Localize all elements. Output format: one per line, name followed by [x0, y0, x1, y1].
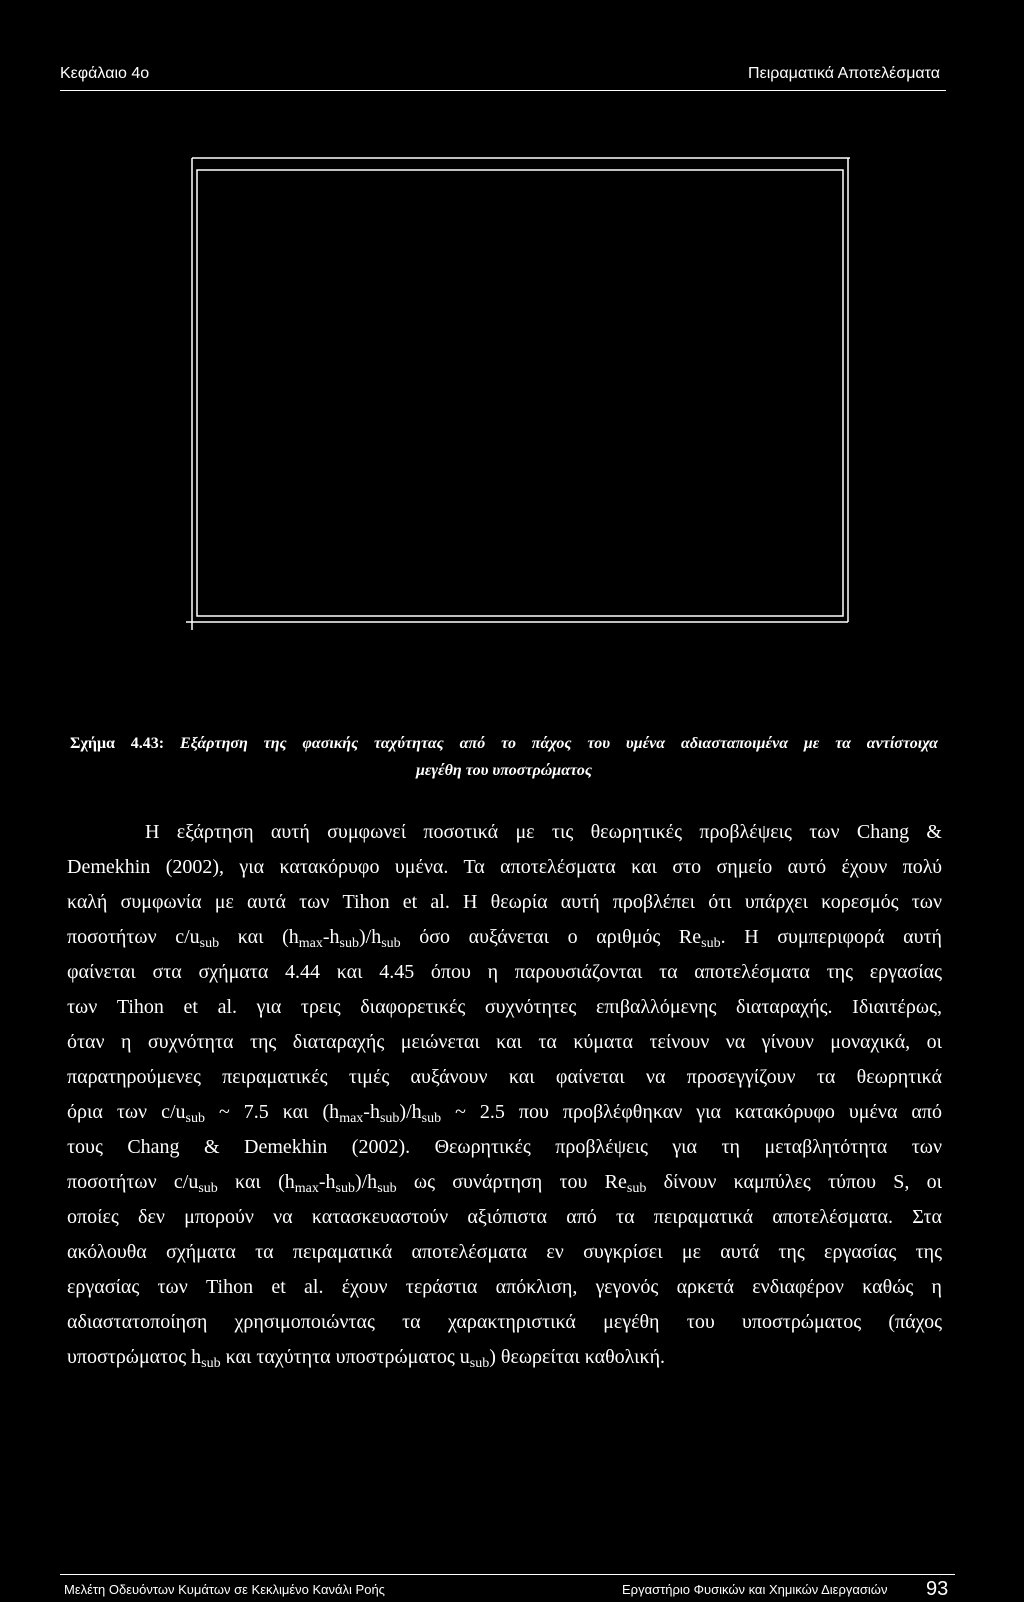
text-run: καλή συμφωνία με αυτά των Tihon et al. Η θεωρία αυτή προβλέπει ότι υπάρχει κορεσμός των [67, 891, 942, 913]
text-run: υποστρώματος h [67, 1346, 202, 1368]
body-text-line [67, 1130, 942, 1165]
frame-inner-box [197, 170, 843, 616]
text-run: όσο αυξάνεται ο αριθμός Re [400, 926, 702, 948]
text-run: )/h [354, 1171, 378, 1193]
text-run: -h [322, 926, 340, 948]
subscript: max [294, 1180, 319, 1196]
body-text-line [67, 1305, 942, 1340]
figure-caption-line-1 [70, 733, 938, 755]
body-text-line [67, 1060, 942, 1095]
subscript: sub [421, 1110, 442, 1126]
text-run: αδιαστατοποίηση χρησιμοποιώντας τα χαρακτηριστικά μεγέθη του υποστρώματος (πάχος [67, 1311, 942, 1333]
text-run: εργασίας των Tihon et al. έχουν τεράστια απόκλιση, γεγονός αρκετά ενδιαφέρον καθώς η [67, 1276, 942, 1298]
subscript: sub [701, 935, 721, 951]
text-run: Η εξάρτηση αυτή συμφωνεί ποσοτικά με τις θεωρητικές προβλέψεις των Chang & [145, 821, 942, 843]
figure-caption-label: Σχήμα 4.43: [70, 735, 165, 752]
text-run: -h [363, 1101, 380, 1123]
header-section: Πειραματικά Αποτελέσματα [748, 65, 940, 82]
body-text-line [67, 815, 942, 850]
figure-caption-line-2: μεγέθη του υποστρώματος [415, 762, 593, 779]
body-text-line [67, 990, 942, 1025]
text-run: ακόλουθα σχήματα τα πειραματικά αποτελέσματα εν συγκρίσει με αυτά της εργασίας της [67, 1241, 942, 1263]
body-text-line [67, 885, 942, 920]
subscript: sub [339, 935, 359, 951]
text-run: )/h [399, 1101, 422, 1123]
body-text-line [67, 1235, 942, 1270]
footer-rule [60, 1574, 955, 1575]
header-rule [60, 90, 946, 91]
footer-thesis-title: Μελέτη Οδευόντων Κυμάτων σε Κεκλιμένο Κανάλι Ροής [64, 1582, 385, 1597]
subscript: sub [198, 1180, 218, 1196]
footer-laboratory: Εργαστήριο Φυσικών και Χημικών Διεργασιών [622, 1582, 888, 1597]
subscript: sub [377, 1180, 397, 1196]
text-run: δίνουν καμπύλες τύπου S, οι [646, 1171, 943, 1193]
subscript: sub [199, 935, 220, 951]
body-text-line [67, 920, 942, 955]
figure-caption-text: Εξάρτηση της φασικής ταχύτητας από το πάχος του υμένα αδιασταποιμένα με τα αντίστοιχα [179, 735, 939, 752]
text-run: ~ 2.5 που προβλέφθηκαν για κατακόρυφο υμένα από [441, 1101, 942, 1123]
text-run: τους Chang & Demekhin (2002). Θεωρητικές προβλέψεις για τη μεταβλητότητα των [67, 1136, 942, 1158]
header-chapter: Κεφάλαιο 4ο [60, 65, 150, 82]
subscript: max [298, 935, 323, 951]
subscript: sub [185, 1110, 205, 1126]
subscript: sub [626, 1180, 647, 1196]
text-run: όταν η συχνότητα της διαταραχής μειώνεται και τα κύματα τείνουν να γίνουν μοναχικά, οι [67, 1031, 942, 1053]
subscript: max [339, 1110, 364, 1126]
text-run: ~ 7.5 και (h [204, 1101, 340, 1123]
text-run: και (h [217, 1171, 295, 1193]
text-run: φαίνεται στα σχήματα 4.44 και 4.45 όπου η παρουσιάζονται τα αποτελέσματα της εργασίας [67, 961, 942, 983]
text-run: ως συνάρτηση του Re [396, 1171, 627, 1193]
figure-frame [180, 150, 860, 640]
page-number: 93 [926, 1578, 949, 1600]
body-text-line [67, 1340, 942, 1375]
text-run: και ταχύτητα υποστρώματος u [220, 1346, 470, 1368]
body-text-line [67, 1165, 942, 1200]
body-text-line [67, 1270, 942, 1305]
subscript: sub [335, 1180, 355, 1196]
text-run: ποσοτήτων c/u [67, 1171, 199, 1193]
text-run: ποσοτήτων c/u [67, 926, 200, 948]
body-text-line [67, 1095, 942, 1130]
text-run: . Η συμπεριφορά αυτή [720, 926, 942, 948]
text-run: οποίες δεν μπορούν να κατασκευαστούν αξιόπιστα από τα πειραματικά αποτελέσματα. Στα [67, 1206, 942, 1228]
body-paragraph [67, 815, 942, 1375]
subscript: sub [381, 935, 401, 951]
text-run: όρια των c/u [67, 1101, 186, 1123]
text-run: Demekhin (2002), για κατακόρυφο υμένα. Τα αποτελέσματα και στο σημείο αυτό έχουν πολύ [67, 856, 942, 878]
text-run: ) θεωρείται καθολική. [489, 1346, 666, 1368]
subscript: sub [379, 1110, 400, 1126]
subscript: sub [469, 1355, 490, 1371]
body-text-line [67, 850, 942, 885]
body-text-line [67, 1200, 942, 1235]
text-run: )/h [359, 926, 382, 948]
subscript: sub [201, 1355, 221, 1371]
text-run: -h [318, 1171, 336, 1193]
body-text-line [67, 1025, 942, 1060]
text-run: των Tihon et al. για τρεις διαφορετικές συχνότητες επιβαλλόμενης διαταραχής. Ιδιαιτέρως, [67, 996, 942, 1018]
text-run: παρατηρούμενες πειραματικές τιμές αυξάνουν και φαίνεται να προσεγγίζουν τα θεωρητικά [67, 1066, 942, 1088]
text-run: και (h [219, 926, 299, 948]
body-text-line [67, 955, 942, 990]
